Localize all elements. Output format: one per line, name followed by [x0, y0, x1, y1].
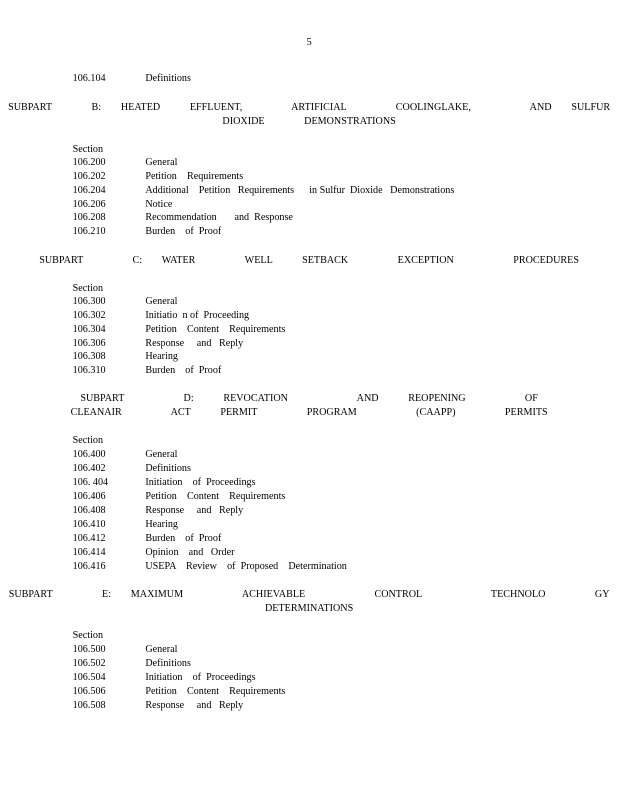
- toc-entry: [73, 461, 191, 475]
- section-title: Definitions: [145, 72, 191, 84]
- section-title: Petition Content Requirements: [145, 323, 286, 335]
- toc-entry: [73, 183, 455, 197]
- toc-entry: [73, 642, 178, 656]
- toc-entry: [73, 71, 191, 85]
- section-title: Definitions: [145, 657, 191, 669]
- toc-entry: [73, 684, 286, 698]
- section-number: 106.304: [72, 323, 106, 335]
- section-title: Notice: [145, 198, 173, 210]
- toc-entry: [73, 294, 178, 308]
- section-title: Definitions: [145, 462, 191, 474]
- section-number: 106.400: [72, 448, 106, 460]
- toc-entry: [73, 155, 178, 169]
- toc-entry: [73, 308, 249, 322]
- section-label: Section: [72, 282, 104, 294]
- section-number: 106.208: [72, 211, 106, 223]
- toc-entry: [73, 531, 222, 545]
- section-title: Initiation of Proceedings: [145, 476, 256, 488]
- section-title: Hearing: [145, 350, 178, 362]
- section-number: 106.410: [72, 518, 106, 530]
- section-number: 106.502: [72, 657, 106, 669]
- section-title: Additional Petition Requirements in Sulfur Dioxide Demonstrations: [145, 184, 455, 196]
- toc-entry: [73, 670, 256, 684]
- section-title: General: [145, 643, 178, 655]
- section-title: USEPA Review of Proposed Determination: [145, 560, 347, 572]
- toc-entry: [73, 336, 244, 350]
- section-title: Hearing: [145, 518, 178, 530]
- section-title: Petition Content Requirements: [145, 685, 286, 697]
- subpart-b-heading-line-2: DIOXIDE DEMONSTRATIONS: [222, 115, 396, 127]
- section-number: 106.200: [72, 156, 106, 168]
- toc-entry: [73, 559, 347, 573]
- section-label: Section: [72, 434, 104, 446]
- section-number: 106.206: [72, 198, 106, 210]
- section-number: 106.306: [72, 337, 106, 349]
- toc-entry: [73, 489, 286, 503]
- section-title: Response and Reply: [145, 504, 244, 516]
- section-title: General: [145, 448, 178, 460]
- section-title: Petition Content Requirements: [145, 490, 286, 502]
- toc-entry: [73, 169, 244, 183]
- section-number: 106.508: [72, 699, 106, 711]
- toc-entry: [73, 210, 293, 224]
- subpart-c-heading-line-1: SUBPART C: WATER WELL SETBACK EXCEPTION PROCEDURES: [39, 254, 579, 266]
- section-number: 106. 404: [72, 476, 109, 488]
- toc-entry: [73, 363, 222, 377]
- section-title: Petition Requirements: [145, 170, 244, 182]
- section-label: Section: [72, 143, 104, 155]
- section-title: Recommendation and Response: [145, 211, 293, 223]
- section-number: 106.204: [72, 184, 106, 196]
- section-number: 106.406: [72, 490, 106, 502]
- section-title: Burden of Proof: [145, 225, 222, 237]
- toc-entry: [73, 322, 286, 336]
- section-title: Initiatio n of Proceeding: [145, 309, 250, 321]
- subpart-d-heading-line-1: SUBPART D: REVOCATION AND REOPENING OF: [80, 392, 538, 404]
- section-number: 106.414: [72, 546, 106, 558]
- section-title: Opinion and Order: [145, 546, 235, 558]
- toc-entry: [73, 224, 222, 238]
- section-number: 106.416: [72, 560, 106, 572]
- toc-entry: [73, 517, 178, 531]
- section-title: Response and Reply: [145, 699, 244, 711]
- section-title: Burden of Proof: [145, 364, 222, 376]
- section-title: Response and Reply: [145, 337, 244, 349]
- section-number: 106.402: [72, 462, 106, 474]
- section-label: Section: [72, 629, 104, 641]
- subpart-d-heading-line-2: CLEANAIR ACT PERMIT PROGRAM (CAAPP) PERMITS: [70, 406, 548, 418]
- section-number: 106.506: [72, 685, 106, 697]
- section-number: 106.504: [72, 671, 106, 683]
- section-number: 106.104: [72, 72, 106, 84]
- section-number: 106.210: [72, 225, 106, 237]
- toc-entry: [73, 698, 244, 712]
- toc-entry: [73, 475, 256, 489]
- section-number: 106.412: [72, 532, 106, 544]
- page-number: 5: [306, 36, 312, 48]
- section-number: 106.308: [72, 350, 106, 362]
- section-title: General: [145, 156, 178, 168]
- subpart-b-heading-line-1: SUBPART B: HEATED EFFLUENT, ARTIFICIAL COOLINGLAKE, AND SULFUR: [8, 101, 611, 113]
- section-number: 106.300: [72, 295, 106, 307]
- section-number: 106.202: [72, 170, 106, 182]
- toc-entry: [73, 447, 178, 461]
- toc-entry: [73, 197, 173, 211]
- subpart-e-heading-line-1: SUBPART E: MAXIMUM ACHIEVABLE CONTROL TECHNOLO GY: [8, 588, 610, 600]
- section-number: 106.302: [72, 309, 106, 321]
- toc-entry: [73, 656, 191, 670]
- section-number: 106.408: [72, 504, 106, 516]
- section-title: General: [145, 295, 178, 307]
- section-title: Burden of Proof: [145, 532, 222, 544]
- toc-entry: [73, 503, 244, 517]
- section-title: Initiation of Proceedings: [145, 671, 256, 683]
- toc-entry: [73, 545, 235, 559]
- section-number: 106.310: [72, 364, 106, 376]
- section-number: 106.500: [72, 643, 106, 655]
- toc-entry: [73, 349, 178, 363]
- subpart-e-heading-line-2: DETERMINATIONS: [264, 602, 354, 614]
